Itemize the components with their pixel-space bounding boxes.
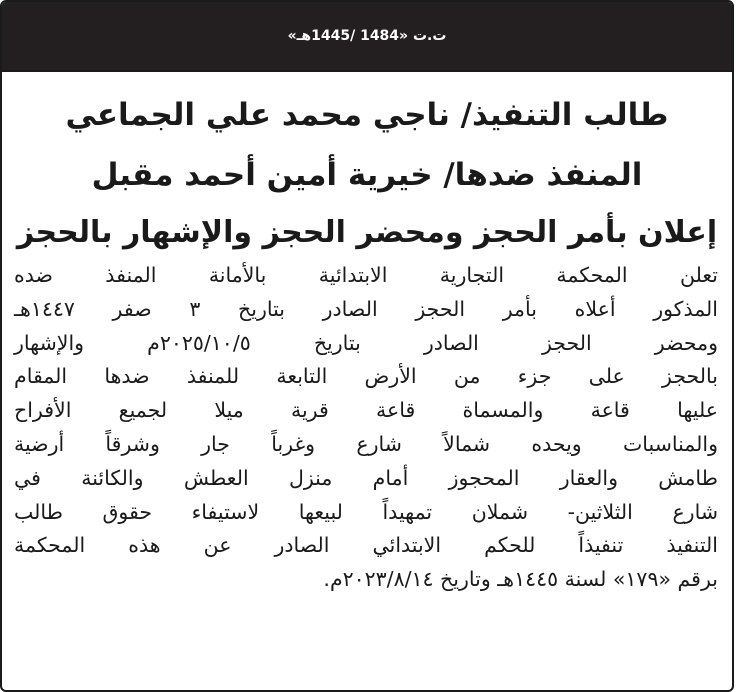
body-line: ومحضر الحجز الصادر بتاريخ ٢٠٢٥/١٠/٥م والإشهار: [14, 330, 718, 355]
subject-headline: إعلان بأمر الحجز ومحضر الحجز والإشهار بالحجز: [16, 215, 718, 250]
reference-number: ت.ت «1484 /1445هـ»: [287, 28, 447, 44]
body-line: طامش والعقار المحجوز أمام منزل العطش والكائنة في: [14, 465, 718, 490]
body-line: برقم «١٧٩» لسنة ١٤٤٥هـ وتاريخ ٢٠٢٣/٨/١٤م.: [323, 567, 718, 592]
body-line: التنفيذ تنفيذاً للحكم الابتدائي الصادر عن هذه المحكمة: [14, 533, 718, 558]
body-line: شارع الثلاثين- شملان تمهيداً لبيعها لاستيفاء حقوق طالب: [14, 499, 718, 524]
body-line: تعلن المحكمة التجارية الابتدائية بالأمانة المنفذ ضده: [14, 263, 718, 287]
body-line: المذكور أعلاه بأمر الحجز الصادر بتاريخ ٣ صفر ١٤٤٧هـ: [14, 296, 718, 321]
respondent-headline: المنفذ ضدها/ خيرية أمين أحمد مقبل: [91, 157, 643, 193]
applicant-headline: طالب التنفيذ/ ناجي محمد علي الجماعي: [65, 97, 669, 133]
body-line: والمناسبات ويحده شمالاً شارع وغرباً جار وشرقاً أرضية: [14, 431, 718, 456]
body-line: بالحجز على جزء من الأرض التابعة للمنفذ ضدها المقام: [14, 364, 718, 389]
body-line: عليها قاعة والمسماة قاعة قرية ميلا لجميع الأفراح: [14, 398, 718, 423]
notice-body: [14, 259, 718, 597]
